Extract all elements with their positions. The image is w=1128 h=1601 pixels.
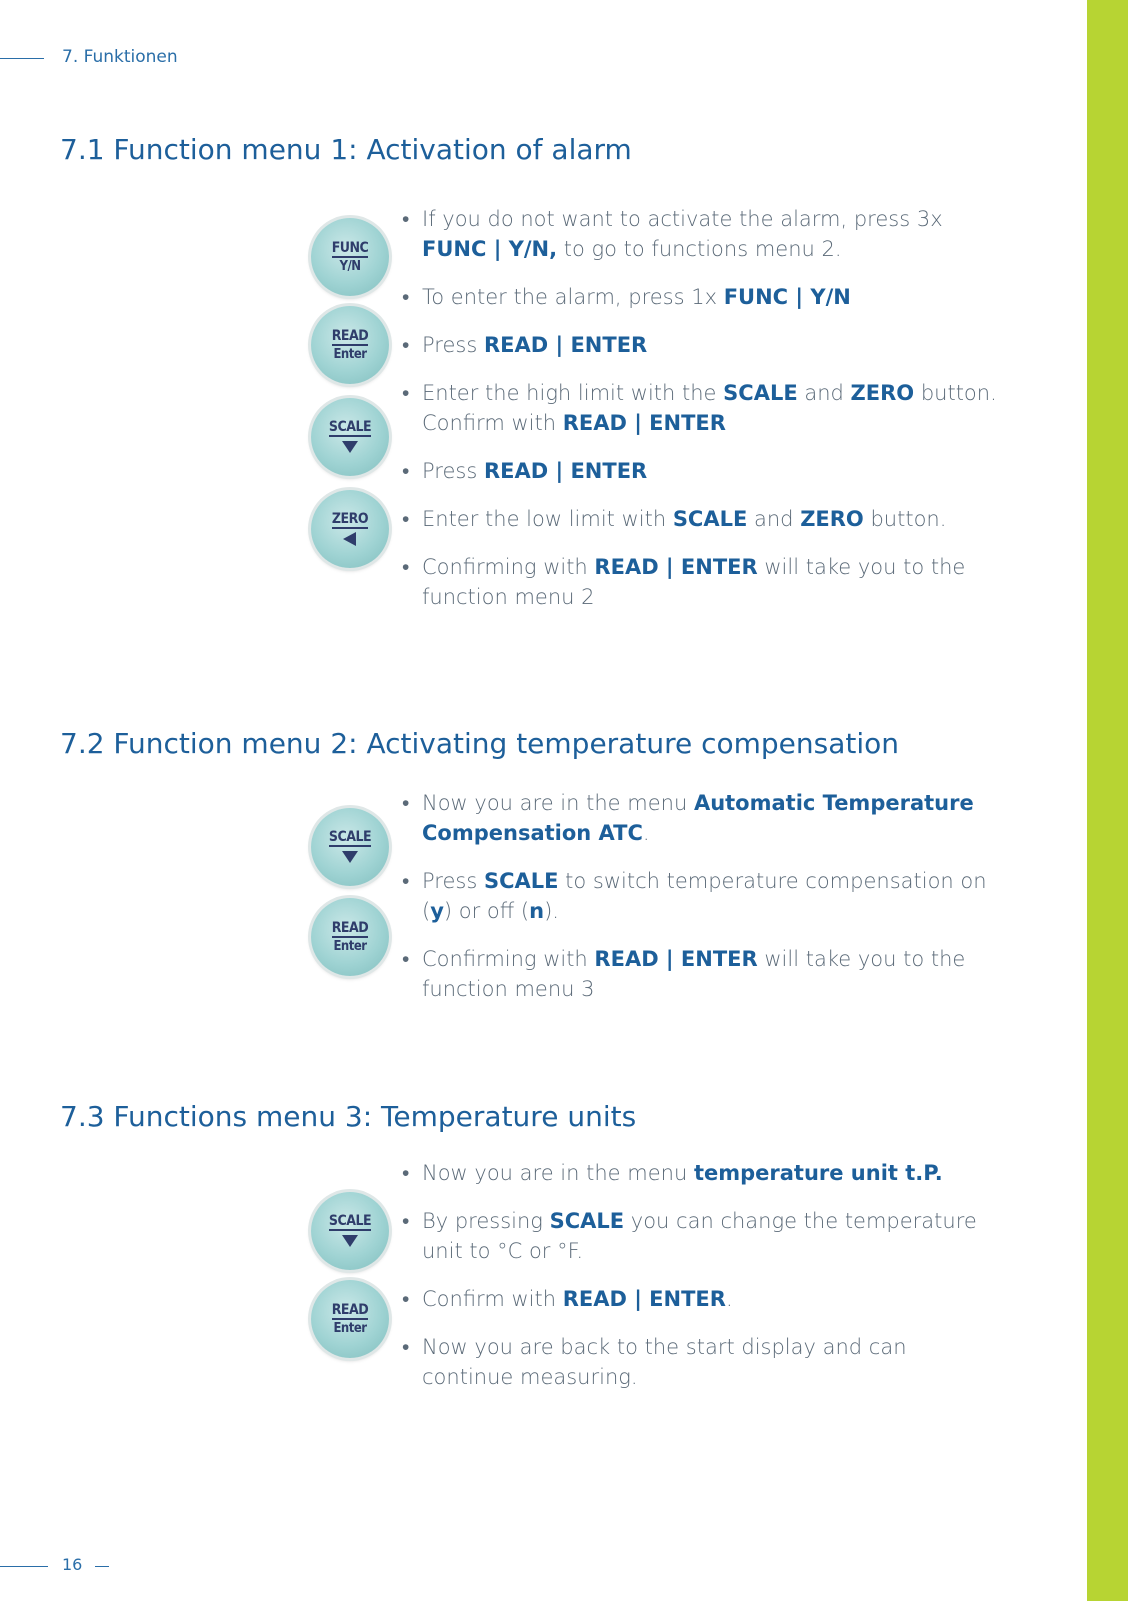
bullet-text: Enter the low limit with	[422, 507, 673, 531]
bullet-text: .	[725, 1287, 733, 1311]
bullet-text: button.	[863, 507, 947, 531]
key-term: FUNC | Y/N,	[422, 237, 558, 261]
key-term: ZERO	[850, 381, 915, 405]
scale-down-button-icon	[311, 398, 389, 476]
section-title-7-3: 7.3 Functions menu 3: Temperature units	[60, 1100, 637, 1133]
instruction-bullet	[402, 330, 1002, 360]
page-number: 16	[62, 1555, 83, 1574]
bullet-text: Press	[422, 333, 484, 357]
key-term: READ | ENTER	[562, 1287, 726, 1311]
bullet-text: To enter the alarm, press 1x	[422, 285, 724, 309]
func-yn-button-icon	[311, 218, 389, 296]
bullet-text: to go to functions menu 2.	[557, 237, 842, 261]
scale-down-button-icon	[311, 808, 389, 886]
key-term: Automatic Temperature Compensation ATC	[422, 791, 974, 845]
bullet-text: to switch temperature compensation on (	[422, 869, 987, 923]
bullet-text: you can change the temperature unit to °C or °F.	[422, 1209, 977, 1263]
instruction-bullet	[402, 1284, 1002, 1314]
section-title-7-1: 7.1 Function menu 1: Activation of alarm	[60, 133, 632, 166]
button-label: SCALE	[328, 1212, 372, 1229]
key-term: temperature unit t.P.	[693, 1161, 943, 1185]
bullet-text: .	[642, 821, 650, 845]
instruction-bullet	[402, 866, 1002, 926]
button-sublabel: Y/N	[339, 259, 361, 274]
chapter-header: 7. Funktionen	[62, 47, 178, 67]
key-term: READ | ENTER	[483, 459, 648, 483]
key-term: READ | ENTER	[594, 947, 758, 971]
key-term: y	[430, 899, 444, 923]
section-7-2-bullets	[402, 788, 1002, 1022]
instruction-bullet	[402, 378, 1002, 438]
key-term: SCALE	[483, 869, 559, 893]
bullet-text: By pressing	[422, 1209, 550, 1233]
button-label: FUNC	[331, 240, 369, 256]
instruction-bullet	[402, 552, 1002, 612]
button-label: READ	[331, 1302, 369, 1318]
key-term: ZERO	[800, 507, 864, 531]
instruction-bullet	[402, 1158, 1002, 1188]
bullet-text: will take you to the function menu 2	[422, 555, 966, 609]
footer-rule-right	[95, 1566, 109, 1567]
button-sublabel: Enter	[333, 1321, 367, 1336]
bullet-text: will take you to the function menu 3	[422, 947, 966, 1001]
instruction-bullet	[402, 456, 1002, 486]
button-sublabel: Enter	[333, 347, 367, 362]
bullet-text: Now you are in the menu	[422, 791, 694, 815]
section-title-7-2: 7.2 Function menu 2: Activating temperature compensation	[60, 727, 900, 760]
down-arrow-icon	[340, 439, 360, 455]
section-7-1-bullets	[402, 204, 1002, 630]
bullet-text: Now you are back to the start display and can continue measuring.	[422, 1335, 907, 1389]
read-enter-button-icon	[311, 898, 389, 976]
scale-down-button-icon	[311, 1192, 389, 1270]
key-term: FUNC | Y/N	[723, 285, 851, 309]
key-term: READ | ENTER	[562, 411, 726, 435]
key-term: SCALE	[672, 507, 748, 531]
key-term: READ | ENTER	[594, 555, 758, 579]
down-arrow-icon	[340, 1233, 360, 1249]
button-label: ZERO	[331, 510, 369, 527]
left-arrow-icon	[340, 531, 360, 547]
bullet-text: Confirming with	[422, 555, 595, 579]
bullet-text: Enter the high limit with the	[422, 381, 724, 405]
read-enter-button-icon	[311, 1280, 389, 1358]
key-term: READ | ENTER	[483, 333, 648, 357]
instruction-bullet	[402, 944, 1002, 1004]
bullet-text: If you do not want to activate the alarm, press 3x	[422, 207, 943, 231]
instruction-bullet	[402, 204, 1002, 264]
side-accent-bar	[1087, 0, 1128, 1601]
instruction-bullet	[402, 1332, 1002, 1392]
bullet-text: Press	[422, 869, 484, 893]
key-term: n	[529, 899, 545, 923]
button-label: SCALE	[328, 418, 372, 435]
bullet-text: ).	[544, 899, 559, 923]
button-sublabel: Enter	[333, 939, 367, 954]
bullet-text: and	[747, 507, 801, 531]
instruction-bullet	[402, 788, 1002, 848]
section-7-3-bullets	[402, 1158, 1002, 1410]
bullet-text: Press	[422, 459, 484, 483]
down-arrow-icon	[340, 849, 360, 865]
zero-left-button-icon	[311, 490, 389, 568]
header-rule	[0, 58, 44, 59]
instruction-bullet	[402, 504, 1002, 534]
footer-rule-left	[0, 1566, 48, 1567]
read-enter-button-icon	[311, 306, 389, 384]
key-term: SCALE	[723, 381, 798, 405]
key-term: SCALE	[549, 1209, 625, 1233]
bullet-text: and	[797, 381, 851, 405]
instruction-bullet	[402, 282, 1002, 312]
bullet-text: Confirming with	[422, 947, 595, 971]
bullet-text: Confirm with	[422, 1287, 563, 1311]
bullet-text: Now you are in the menu	[422, 1161, 694, 1185]
button-label: SCALE	[328, 828, 372, 845]
bullet-text: ) or off (	[443, 899, 530, 923]
button-label: READ	[331, 920, 369, 936]
button-label: READ	[331, 328, 369, 344]
bullet-text: button. Confirm with	[422, 381, 997, 435]
instruction-bullet	[402, 1206, 1002, 1266]
